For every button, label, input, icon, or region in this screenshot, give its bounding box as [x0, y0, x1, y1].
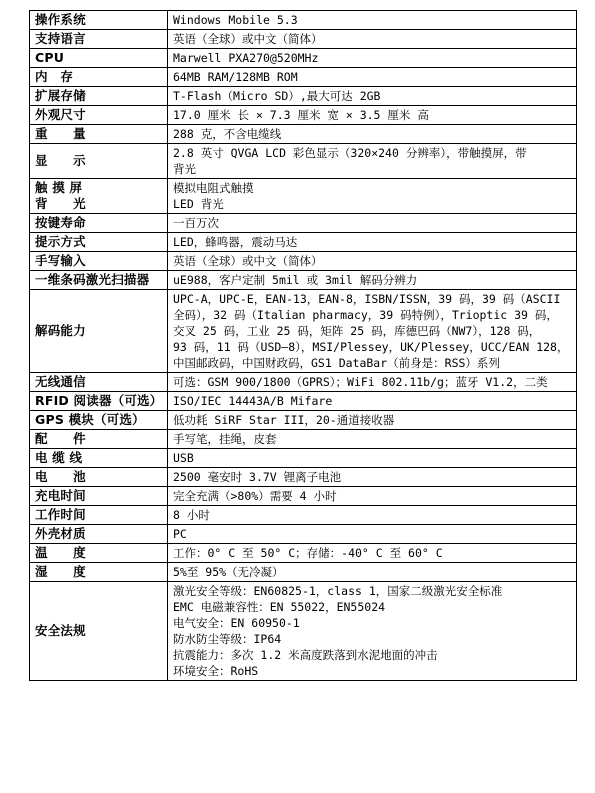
spec-row	[30, 290, 577, 373]
spec-label: 支持语言	[30, 30, 168, 49]
spec-value-line: Marwell PXA270@520MHz	[173, 51, 319, 65]
spec-value	[168, 582, 577, 681]
spec-label: 按键寿命	[30, 214, 168, 233]
spec-value	[168, 179, 577, 214]
spec-row	[30, 392, 577, 411]
spec-label-line: 背 光	[35, 196, 86, 211]
spec-row	[30, 214, 577, 233]
spec-value-line: uE988，客户定制 5mil 或 3mil 解码分辨力	[173, 273, 418, 287]
spec-row	[30, 544, 577, 563]
spec-value-line: 交叉 25 码，工业 25 码，矩阵 25 码，库德巴码（NW7），128 码，	[173, 324, 541, 338]
spec-label: 外壳材质	[30, 525, 168, 544]
spec-row	[30, 233, 577, 252]
spec-row	[30, 411, 577, 430]
spec-value	[168, 49, 577, 68]
spec-value	[168, 106, 577, 125]
spec-row	[30, 125, 577, 144]
spec-label: 配 件	[30, 430, 168, 449]
spec-label: 操作系统	[30, 11, 168, 30]
spec-value-line: 5%至 95%（无冷凝）	[173, 565, 284, 579]
spec-row	[30, 179, 577, 214]
spec-value-line: 背光	[173, 162, 196, 176]
spec-value-line: EMC 电磁兼容性：EN 55022，EN55024	[173, 600, 386, 614]
spec-row	[30, 271, 577, 290]
spec-row	[30, 506, 577, 525]
spec-row	[30, 106, 577, 125]
spec-value	[168, 125, 577, 144]
spec-value-line: ISO/IEC 14443A/B Mifare	[173, 394, 333, 408]
spec-value	[168, 290, 577, 373]
spec-label: 重 量	[30, 125, 168, 144]
spec-label: 提示方式	[30, 233, 168, 252]
spec-row	[30, 582, 577, 681]
spec-value-line: LED 背光	[173, 197, 224, 211]
spec-value-line: 8 小时	[173, 508, 210, 522]
spec-label-line: 触 摸 屏	[35, 180, 83, 195]
spec-value-line: 工作：0° C 至 50° C；存储：-40° C 至 60° C	[173, 546, 443, 560]
spec-label: 扩展存储	[30, 87, 168, 106]
spec-label: 一维条码激光扫描器	[30, 271, 168, 290]
spec-value	[168, 544, 577, 563]
spec-row	[30, 30, 577, 49]
spec-table	[29, 10, 577, 681]
spec-value	[168, 252, 577, 271]
spec-label: 电 池	[30, 468, 168, 487]
spec-label: RFID 阅读器（可选）	[30, 392, 168, 411]
spec-label: 解码能力	[30, 290, 168, 373]
spec-value-line: 手写笔，挂绳，皮套	[173, 432, 277, 446]
spec-value-line: USB	[173, 451, 194, 465]
spec-row	[30, 525, 577, 544]
spec-value	[168, 506, 577, 525]
spec-value-line: 可选：GSM 900/1800（GPRS）；WiFi 802.11b/g；蓝牙 V1.2，二类	[173, 375, 548, 389]
spec-row	[30, 87, 577, 106]
spec-row	[30, 68, 577, 87]
spec-row	[30, 468, 577, 487]
spec-value	[168, 563, 577, 582]
spec-value-line: 英语（全球）或中文（简体）	[173, 32, 323, 46]
spec-value-line: 电气安全：EN 60950-1	[173, 616, 300, 630]
spec-value-line: 一百万次	[173, 216, 219, 230]
spec-row	[30, 373, 577, 392]
spec-value	[168, 233, 577, 252]
spec-label: 显 示	[30, 144, 168, 179]
spec-label: 电 缆 线	[30, 449, 168, 468]
spec-value-line: 全码），32 码（Italian pharmacy，39 码特例），Trioptic 39 码，	[173, 308, 558, 322]
spec-value	[168, 144, 577, 179]
spec-label: 无线通信	[30, 373, 168, 392]
spec-label: 充电时间	[30, 487, 168, 506]
spec-value-line: T-Flash（Micro SD）,最大可达 2GB	[173, 89, 381, 103]
spec-value-line: 激光安全等级：EN60825-1，class 1，国家二级激光安全标准	[173, 584, 503, 598]
spec-row	[30, 252, 577, 271]
spec-row	[30, 144, 577, 179]
spec-value	[168, 487, 577, 506]
spec-value	[168, 271, 577, 290]
spec-row	[30, 11, 577, 30]
spec-row	[30, 563, 577, 582]
spec-row	[30, 487, 577, 506]
spec-value	[168, 373, 577, 392]
spec-value-line: 低功耗 SiRF Star III，20-通道接收器	[173, 413, 395, 427]
spec-value	[168, 30, 577, 49]
spec-value	[168, 468, 577, 487]
spec-value	[168, 449, 577, 468]
spec-value-line: 2.8 英寸 QVGA LCD 彩色显示（320×240 分辨率），带触摸屏，带	[173, 146, 527, 160]
spec-table-body	[30, 11, 577, 681]
spec-value-line: LED，蜂鸣器，震动马达	[173, 235, 298, 249]
spec-value-line: 环境安全：RoHS	[173, 664, 259, 678]
spec-value-line: 完全充满（>80%）需要 4 小时	[173, 489, 337, 503]
spec-label: CPU	[30, 49, 168, 68]
spec-label	[30, 179, 168, 214]
spec-label: GPS 模块（可选）	[30, 411, 168, 430]
spec-value-line: 模拟电阻式触摸	[173, 181, 254, 195]
spec-value	[168, 392, 577, 411]
spec-value-line: UPC-A，UPC-E，EAN-13，EAN-8，ISBN/ISSN，39 码，39 码（ASCII	[173, 292, 561, 306]
spec-value	[168, 87, 577, 106]
spec-value	[168, 430, 577, 449]
spec-value-line: 17.0 厘米 长 × 7.3 厘米 宽 × 3.5 厘米 高	[173, 108, 429, 122]
spec-value	[168, 214, 577, 233]
spec-label: 手写输入	[30, 252, 168, 271]
spec-value-line: 288 克，不含电缆线	[173, 127, 282, 141]
spec-label: 外观尺寸	[30, 106, 168, 125]
spec-value	[168, 68, 577, 87]
spec-row	[30, 430, 577, 449]
spec-value	[168, 525, 577, 544]
spec-value-line: Windows Mobile 5.3	[173, 13, 298, 27]
spec-value-line: 英语（全球）或中文（简体）	[173, 254, 323, 268]
spec-value-line: 抗震能力：多次 1.2 米高度跌落到水泥地面的冲击	[173, 648, 438, 662]
spec-value-line: 防水防尘等级：IP64	[173, 632, 282, 646]
spec-value	[168, 411, 577, 430]
spec-label: 安全法规	[30, 582, 168, 681]
spec-row	[30, 49, 577, 68]
spec-value	[168, 11, 577, 30]
spec-label: 温 度	[30, 544, 168, 563]
spec-value-line: 64MB RAM/128MB ROM	[173, 70, 298, 84]
spec-value-line: PC	[173, 527, 187, 541]
spec-value-line: 93 码，11 码（USD—8），MSI/Plessey，UK/Plessey，UCC/EAN 128，	[173, 340, 569, 354]
spec-value-line: 2500 毫安时 3.7V 锂离子电池	[173, 470, 342, 484]
spec-label: 工作时间	[30, 506, 168, 525]
spec-row	[30, 449, 577, 468]
spec-value-line: 中国邮政码，中国财政码，GS1 DataBar（前身是：RSS）系列	[173, 356, 500, 370]
spec-label: 湿 度	[30, 563, 168, 582]
spec-label: 内 存	[30, 68, 168, 87]
